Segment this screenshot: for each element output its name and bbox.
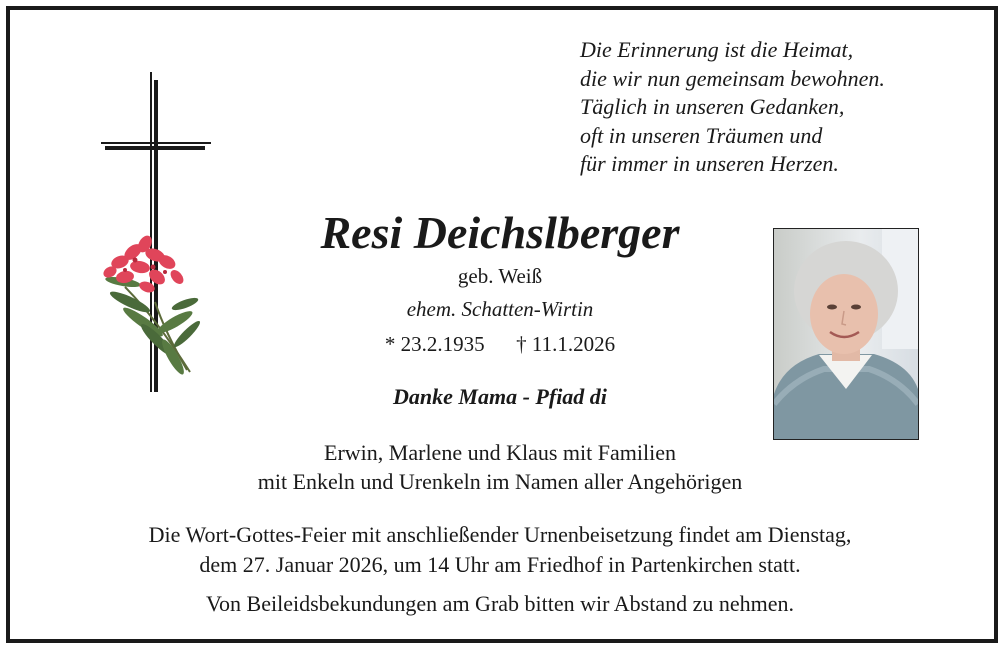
poem-line: oft in unseren Träumen und	[580, 122, 823, 148]
poem-line: für immer in unseren Herzen.	[580, 151, 839, 176]
birth-name: geb. Weiß	[457, 264, 543, 288]
former-role: ehem. Schatten-Wirtin	[406, 297, 594, 321]
birth-date: * 23.2.1935	[384, 332, 485, 356]
service-line: Die Wort-Gottes-Feier mit anschließender Urnenbeisetzung findet am Dienstag,	[148, 522, 852, 547]
family-line: Erwin, Marlene und Klaus mit Familien	[324, 440, 676, 465]
family-line: mit Enkeln und Urenkeln im Namen aller Angehörigen	[257, 469, 743, 494]
poem-line: die wir nun gemeinsam bewohnen.	[580, 65, 885, 91]
farewell-thanks: Danke Mama - Pfiad di	[393, 384, 607, 409]
poem-line: Täglich in unseren Gedanken,	[580, 94, 845, 119]
memorial-poem	[580, 36, 885, 179]
portrait-photo	[773, 228, 919, 440]
deceased-name: Resi Deichslberger	[320, 207, 680, 258]
condolence-note: Von Beileidsbekundungen am Grab bitten wir Abstand zu nehmen.	[206, 591, 794, 616]
poem-line: Die Erinnerung ist die Heimat,	[580, 37, 854, 62]
death-date: † 11.1.2026	[516, 332, 616, 356]
service-line: dem 27. Januar 2026, um 14 Uhr am Friedhof in Partenkirchen statt.	[199, 552, 801, 577]
service-announcement	[0, 520, 1000, 580]
family-signature	[0, 438, 1000, 496]
